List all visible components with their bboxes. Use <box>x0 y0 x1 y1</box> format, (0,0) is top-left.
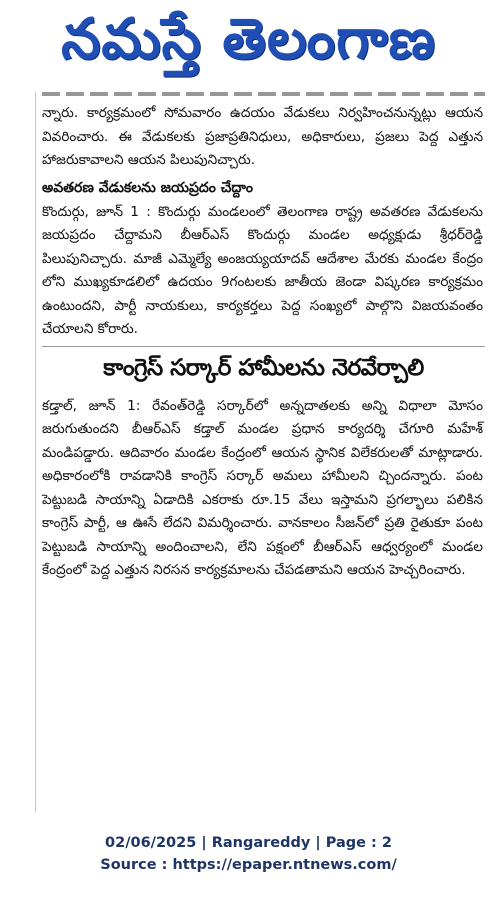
article-subheading: అవతరణ వేడుకలను జయప్రదం చేద్దాం <box>42 179 253 196</box>
article-divider <box>42 346 485 347</box>
source-link[interactable]: Source : https://epaper.ntnews.com/ <box>100 857 397 873</box>
article-continuation-text: న్నారు. కార్యక్రమంలో సోమవారం ఉదయం వేడుకలు నిర్వహించనున్నట్లు ఆయన వివరించారు. ఈ వేడుకలకు ప్రజాప్రతినిధులు, అధికారులు, ప్రజలు పెద్ద ఎత్తున హాజరుకావాలని ఆయన పిలుపునిచ్చారు. <box>42 105 483 168</box>
cut-text-line <box>42 92 485 102</box>
article-headline: కాంగ్రెస్ సర్కార్ హామీలను నెరవేర్చాలి <box>103 354 424 381</box>
date-edition-page: 02/06/2025 | Rangareddy | Page : 2 <box>105 835 392 851</box>
news-clipping <box>35 92 491 812</box>
newspaper-masthead <box>0 0 497 92</box>
article-body-main: కడ్తాల్, జూన్ 1: రేవంత్‌రెడ్డి సర్కార్‌లో అన్నదాతలకు అన్ని విధాలా మోసం జరుగుతుందని బీఆర్ఎస్ కడ్తాల్ మండల ప్రధాన కార్యదర్శి చేగూరి మహేశ్ మండిపడ్డారు. ఆదివారం మండల కేంద్రంలో ఆయన స్థానిక విలేకరులతో మాట్లాడారు. అధికారంలోకి రావడానికి కాంగ్రెస్ సర్కార్ అమలు హామీలని చ్చిందన్నారు. పంట పెట్టుబడి సాయాన్ని ఏడాదికి ఎకరాకు రూ.15 వేలు ఇస్తామని ప్రగల్భాలు పలికిన కాంగ్రెస్ పార్టీ, ఆ ఊసే లేదని విమర్శించారు. వానకాలం సీజన్‌లో ప్రతి రైతుకూ పంట పెట్టుబడి సాయాన్ని అందించాలని, లేని పక్షంలో బీఆర్ఎస్ ఆధ్వర్యంలో మండల కేంద్రంలో పెద్ద ఎత్తున నిరసన కార్యక్రమాలను చేపడతామని ఆయన హెచ్చరించారు. <box>42 397 483 578</box>
article-body: కొందుర్గు, జూన్ 1 : కొందుర్గు మండలంలో తెలంగాణ రాష్ట్ర అవతరణ వేడుకలను జయప్రదం చేద్దామని బీఆర్ఎస్ కొందుర్గు మండల అధ్యక్షుడు శ్రీధర్‌రెడ్డి పిలుపునిచ్చారు. మాజీ ఎమ్మెల్యే అంజయ్యయాదవ్ ఆదేశాల మేరకు మండల కేంద్రం లోని ముఖ్యకూడలిలో ఉదయం 9గంటలకు జాతీయ జెండా విష్కరణ కార్యక్రమం ఉంటుందని, పార్టీ నాయకులు, కార్యకర్తలు పెద్ద సంఖ్యలో పాల్గొని విజయవంతం చేయాలని కోరారు. <box>42 203 483 337</box>
clipping-footer <box>0 832 497 876</box>
masthead-logo-text: నమస్తే తెలంగాణ <box>61 6 436 72</box>
